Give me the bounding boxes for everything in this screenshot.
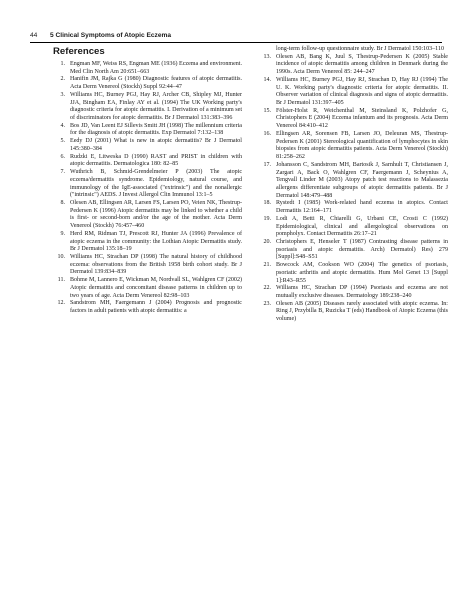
reference-number: 5. [60,138,65,145]
reference-number: 13. [263,53,271,60]
reference-item [258,285,448,300]
reference-item [52,123,242,138]
reference-text: long-term follow-up questionnaire study. Br J Dermatol 150:103–110 [276,46,444,52]
reference-item [52,76,242,91]
reference-number: 16. [263,130,271,137]
reference-number: 8. [60,199,65,206]
reference-text: Johansson C, Sandstrom MH, Bartosik J, Sarnhult T, Christiansen J, Zargari A, Back O, Wahlgren CF, Faergemann J, Scheynius A, Tengvall Linder M (2003) Atopy patch test reactions to Malassezia allergens differentiate subgroups of atopic dermatitis patients. Br J Dermatol 148:479–488 [276,161,448,199]
reference-item [52,92,242,123]
reference-number: 22. [263,285,271,292]
reference-text: Williams HC, Burney PGJ, Hay RJ, Strachan D, Hay RJ (1994) The U. K. Working party's diagnostic criteria for atopic dermatitis. II. Observer variation of clinical diagnosis and signs of atopic dermatitis. Br J Dermatol 131:397–405 [276,76,448,107]
reference-number: 21. [263,262,271,269]
reference-number: 3. [60,91,65,98]
reference-item [258,77,448,108]
reference-text: Bohme M, Lannero E, Wickman M, Nordvall SL, Wahlgren CF (2002) Atopic dermatitis and concomitant disease patterns in children up to two years of age. Acta Derm Venereol 82:98–103 [70,277,242,299]
reference-text: Olesen AB, Ellingsen AR, Larsen FS, Larsen PO, Veien NK, Thestrup-Pedersen K (1996) Atopic dermatitis may be linked to whether a child is first- or second-born and/or the age of the mother. Acta Derm Venereol (Stockh) 76:457–460 [70,199,242,230]
reference-number: 6. [60,153,65,160]
reference-item [258,108,448,131]
reference-number: 4. [60,122,65,129]
references-right-column [258,46,448,324]
reference-number: 12. [57,300,65,307]
reference-item [52,231,242,254]
reference-text: Sandstrom MH, Faergemann J (2004) Prognosis and prognostic factors in adult patients with atopic dermatitis: a [70,300,242,314]
reference-text: Bowcock AM, Cookson WO (2004) The genetics of psoriasis, psoriatic arthritis and atopic dermatitis. Hum Mol Genet 13 [Suppl 1]:R43–R55 [276,262,448,284]
reference-continuation [258,46,448,54]
reference-text: Olesen AB (2005) Diseases rarely associated with atopic eczema. In: Ring J, Przybilla B, Ruzicka T (eds) Handbook of Atopic Eczema (this volume) [276,300,448,323]
reference-item [258,162,448,201]
reference-item [258,239,448,262]
reference-number: 15. [263,107,271,114]
reference-item [52,61,242,76]
reference-item [52,154,242,169]
reference-text: Herd RM, Ridman TJ, Prescott RJ, Hunter JA (1996) Prevalence of atopic eczema in the community: the Lothian Atopic Dermatitis study. Br J Dermatol 135:18–19 [70,230,242,253]
reference-item [52,254,242,277]
reference-item [258,301,448,324]
reference-text: Hanifin JM, Rajka G (1980) Diagnostic features of atopic dermatitis. Acta Derm Venereol (Stockh) Suppl 92:44–47 [70,76,242,91]
reference-item [52,169,242,200]
references-heading: References [53,46,105,57]
page-number: 44 [30,32,38,39]
reference-text: Engman MF, Weiss RS, Engman ME (1936) Eczema and environment. Med Clin North Am 20:651–663 [70,61,242,75]
reference-number: 1. [60,61,65,67]
reference-number: 18. [263,200,271,207]
reference-item [258,131,448,162]
reference-number: 23. [263,300,271,307]
reference-text: Fölster-Holst R, Weichenthal M, Steinsland K, Polzhofer G, Christophers E (2004) Eczema infantum and its prognosis. Acta Derm Venereol 84:410–412 [276,107,448,130]
reference-item [258,262,448,285]
reference-text: Williams HC, Burney PGJ, Hay RJ, Archer CB, Shipley MJ, Hunter JJA, Bingham EA, Finlay AY et al. (1994) The UK Working party's diagnostic criteria for atopic dermatitis. I. Derivation of a minimum set of discriminators for atopic dermatitis. Br J Dermatol 131:383–396 [70,91,242,122]
reference-number: 10. [57,253,65,260]
reference-text: Wuthrich B, Schmid-Grendelmeier P (2003) The atopic eczema/dermatitis syndrome. Epidemiology, natural course, and immunology of the IgE-associated ("extrinsic") and the nonallergic ("intrinsic") AEDS. J Invest Allergol Clin Immunol 13:1–5 [70,169,242,199]
reference-text: Rudzki E, Litweska D (1990) RAST and PRIST in children with atopic dermatitis. Dermatologica 180: 82–85 [70,153,242,168]
reference-number: 2. [60,76,65,83]
chapter-title: 5 Clinical Symptoms of Atopic Eczema [50,32,172,39]
reference-item [258,200,448,215]
reference-item [52,300,242,315]
reference-item [52,200,242,231]
reference-text: Ellingsen AR, Sorensen FB, Larsen JO, Deleuran MS, Thestrup-Pedersen K (2001) Stereological quantification of lymphocytes in skin biopsies from atopic dermatitis patients. Acta Derm Venereol (Stockh) 81:258–262 [276,130,448,161]
reference-text: Rystedt I (1985) Work-related hand eczema in atopics. Contact Dermatitis 12:164–171 [276,200,448,215]
reference-number: 11. [57,277,65,284]
reference-number: 14. [263,76,271,83]
reference-number: 19. [263,215,271,222]
reference-number: 17. [263,161,271,168]
reference-text: Williams HC, Strachan DP (1998) The natural history of childhood eczema: observations from the British 1958 birth cohort study. Br J Dermatol 139:834–839 [70,253,242,276]
page-header [30,28,442,43]
reference-item [258,216,448,239]
reference-item [258,54,448,77]
reference-number: 20. [263,238,271,245]
reference-item [52,138,242,153]
reference-text: Olesen AB, Bang K, Juul S, Thestrup-Pedersen K (2005) Stable incidence of atopic dermatitis among children in Denmark during the 1990s. Acta Derm Venereol 85: 244–247 [276,53,448,76]
reference-text: Williams HC, Strachan DP (1994) Psoriasis and eczema are not mutually exclusive diseases. Dermatology 189:238–240 [276,285,448,299]
reference-text: Eedy DJ (2001) What is new in atopic dermatitis? Br J Dermatol 145:380–384 [70,138,242,152]
reference-item [52,277,242,300]
reference-text: Lodi A, Betti R, Chiarelli G, Urbani CE, Crosti C (1992) Epidemiological, clinical and allergological observations on pompholyx. Contact Dermatitis 26:17–21 [276,215,448,238]
reference-text: Christophers E, Henseler T (1987) Contrasting disease patterns in psoriasis and atopic dermatitis. Arch) Dermatol) Res) 279 [Suppl]:S48–S51 [276,238,448,261]
reference-text: Bos JD, Van Leent EJ Sillevis Smitt JH (1998) The millennium criteria for the diagnosis of atopic dermatitis. Exp Dermatol 7:132–138 [70,122,242,137]
reference-number: 7. [60,169,65,176]
reference-number: 9. [60,230,65,237]
references-left-column [52,61,242,316]
